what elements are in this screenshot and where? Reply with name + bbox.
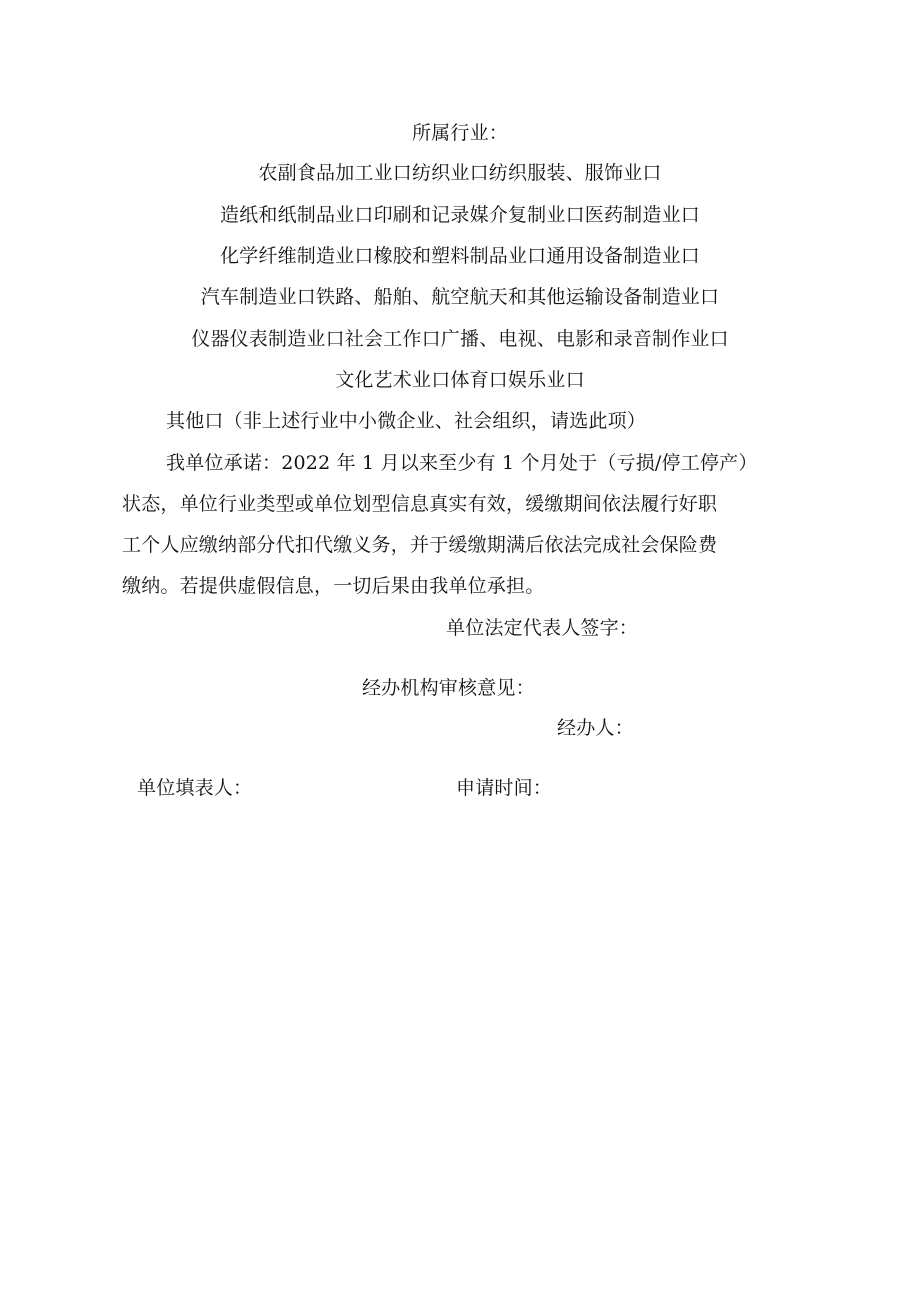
agency-review-label: 经办机构审核意见： — [362, 677, 535, 699]
industry-line-2: 造纸和纸制品业口印刷和记录媒介复制业口医药制造业口 — [219, 204, 700, 226]
other-option: 其他口（非上述行业中小微企业、社会组织，请选此项） — [166, 410, 647, 432]
commitment-line-1: 我单位承诺：2022 年 1 月以来至少有 1 个月处于（亏损/停工停产） — [166, 452, 758, 474]
commitment-line-3: 工个人应缴纳部分代扣代缴义务，并于缓缴期满后依法完成社会保险费 — [122, 534, 718, 556]
form-filler-label: 单位填表人： — [137, 777, 253, 799]
legal-rep-signature-label: 单位法定代表人签字： — [446, 617, 639, 639]
handler-label: 经办人： — [557, 717, 634, 739]
commitment-line-4: 缴纳。若提供虚假信息，一切后果由我单位承担。 — [122, 575, 545, 597]
commitment-line-2: 状态，单位行业类型或单位划型信息真实有效，缓缴期间依法履行好职 — [122, 493, 718, 515]
industry-line-3: 化学纤维制造业口橡胶和塑料制品业口通用设备制造业口 — [219, 245, 700, 267]
industry-line-5: 仪器仪表制造业口社会工作口广播、电视、电影和录音制作业口 — [191, 328, 729, 350]
industry-line-4: 汽车制造业口铁路、船舶、航空航天和其他运输设备制造业口 — [200, 286, 720, 308]
industry-heading: 所属行业： — [411, 122, 508, 144]
application-time-label: 申请时间： — [456, 777, 553, 799]
industry-line-6: 文化艺术业口体育口娱乐业口 — [335, 369, 585, 391]
industry-line-1: 农副食品加工业口纺织业口纺织服装、服饰业口 — [258, 162, 662, 184]
